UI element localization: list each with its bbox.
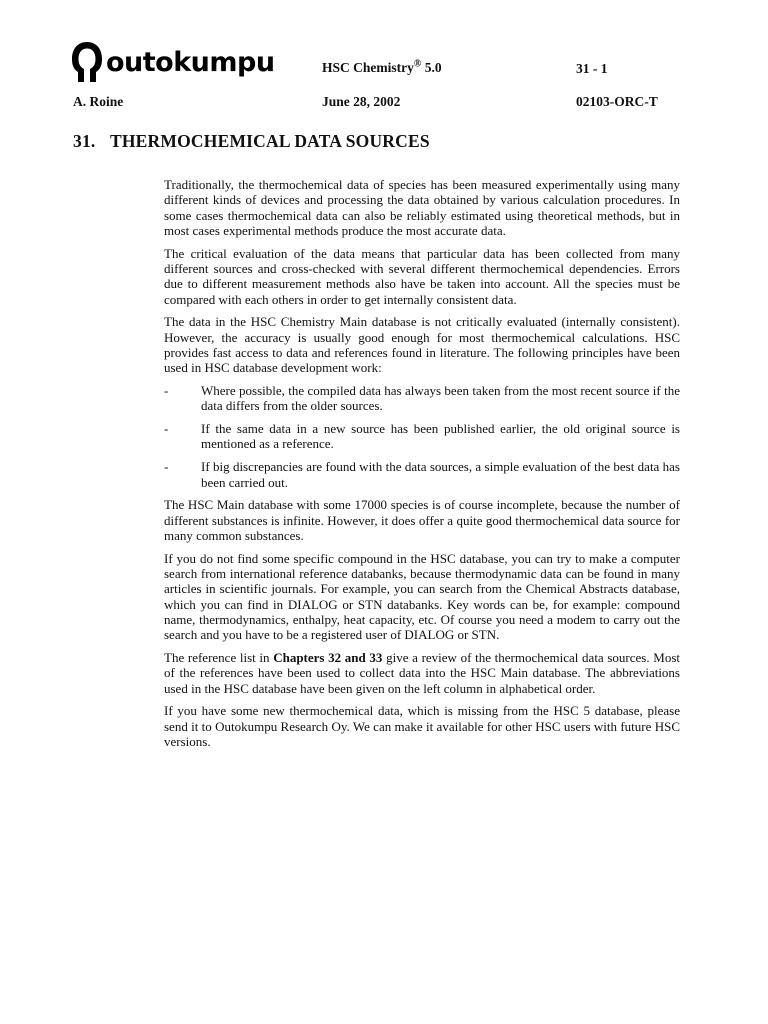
paragraph-text: give a review of the thermochemical data sources. Most of the references have been used to collect data into the HSC Main database. The abbreviations used in the HSC database have been given on the left column in alphabetical order. xyxy=(164,650,680,696)
bullet-item xyxy=(164,421,680,452)
chapter-reference: Chapters 32 and 33 xyxy=(273,650,383,666)
paragraph xyxy=(164,650,680,696)
date: June 28, 2002 xyxy=(322,94,401,109)
bullet-text: If big discrepancies are found with the data sources, a simple evaluation of the best data has been carried out. xyxy=(201,459,680,490)
bullet-dash: - xyxy=(164,421,169,437)
section-title: THERMOCHEMICAL DATA SOURCES xyxy=(110,131,430,151)
paragraph-text: The reference list in xyxy=(164,650,274,666)
section-number: 31. xyxy=(73,131,96,151)
bullet-item xyxy=(164,459,680,490)
body-text xyxy=(164,177,680,757)
section-heading xyxy=(73,131,430,152)
paragraph: The data in the HSC Chemistry Main database is not critically evaluated (internally consistent). However, the accuracy is usually good enough for most thermochemical calculations. HSC provides fast access to data and references found in literature. The following principles have been used in HSC database development work: xyxy=(164,314,680,376)
bullet-dash: - xyxy=(164,383,169,399)
omega-logo-icon xyxy=(72,40,102,84)
product-version: 5.0 xyxy=(421,60,442,75)
paragraph: If you do not find some specific compound in the HSC database, you can try to make a computer search from international reference databanks, because thermodynamic data can be found in many articles in scientific journals. For example, you can search from the Chemical Abstracts database, which you can find in DIALOG or STN databanks. Key words can be, for example: compound name, thermodynamics, enthalpy, heat capacity, etc. Of course you need a modem to carry out the search and you have to be a registered user of DIALOG or STN. xyxy=(164,550,680,643)
logo-wordmark: outokumpu xyxy=(106,46,275,78)
paragraph: The critical evaluation of the data means that particular data has been collected from many different sources and cross-checked with several different thermochemical dependencies. Errors due to different measurement methods also have be taken into account. All the species must be compared with each others in order to get internally consistent data. xyxy=(164,245,680,307)
author: A. Roine xyxy=(73,94,124,109)
page-number: 31 - 1 xyxy=(576,61,608,76)
registered-mark: ® xyxy=(413,58,422,70)
paragraph: The HSC Main database with some 17000 species is of course incomplete, because the number of different substances is infinite. However, it does offer a quite good thermochemical data source for many common substances. xyxy=(164,497,680,543)
product-name: HSC Chemistry xyxy=(322,60,414,75)
paragraph: If you have some new thermochemical data, which is missing from the HSC 5 database, please send it to Outokumpu Research Oy. We can make it available for other HSC users with future HSC versions. xyxy=(164,703,680,749)
bullet-text: If the same data in a new source has been published earlier, the old original source is mentioned as a reference. xyxy=(201,421,680,452)
paragraph: Traditionally, the thermochemical data of species has been measured experimentally using many different kinds of devices and processing the data obtained by various calculation procedures. In some cases thermochemical data can also be reliably estimated using theoretical methods, but in most cases experimental methods produce the most accurate data. xyxy=(164,177,680,238)
document-code: 02103-ORC-T xyxy=(576,94,658,109)
bullet-item xyxy=(164,383,680,414)
bullet-text: Where possible, the compiled data has always been taken from the most recent source if the data differs from the older sources. xyxy=(201,383,680,414)
company-logo xyxy=(72,40,275,84)
bullet-dash: - xyxy=(164,459,169,475)
product-title xyxy=(322,60,442,76)
